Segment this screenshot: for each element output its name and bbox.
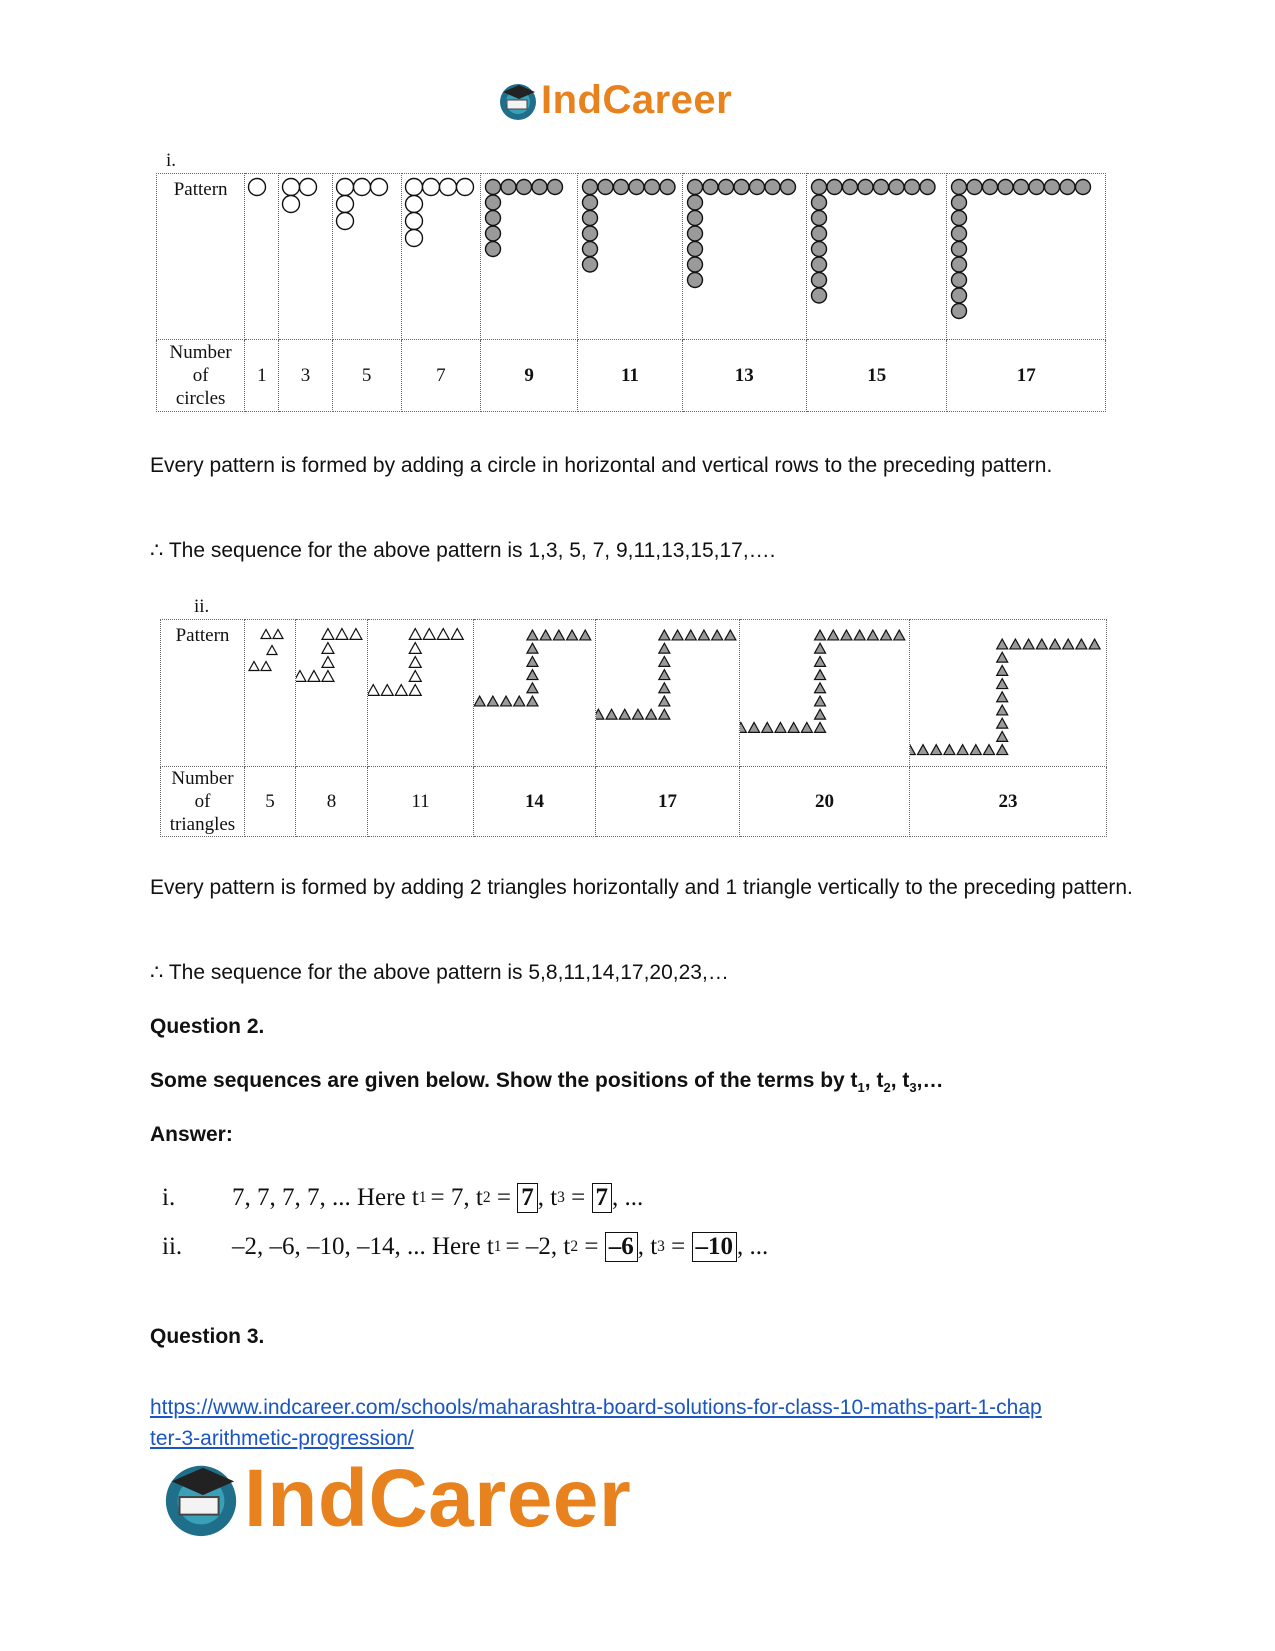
- triangle-mark: [261, 662, 271, 671]
- circle-mark: [456, 179, 473, 196]
- footer-logo-text: IndCareer: [244, 1453, 632, 1544]
- triangle-mark: [1050, 639, 1061, 649]
- triangle-mark: [815, 709, 826, 719]
- graduation-cap-globe-icon: [160, 1458, 242, 1540]
- circle-mark: [583, 211, 598, 226]
- triangle-mark: [322, 671, 334, 682]
- sequence1-statement: ∴ The sequence for the above pattern is 1,3, 5, 7, 9,11,13,15,17,….: [150, 539, 776, 562]
- answer-eq: =: [578, 1233, 605, 1260]
- circle-pattern-3: [279, 174, 332, 340]
- count-label-line: triangles: [169, 814, 236, 835]
- circle-mark: [1045, 180, 1060, 195]
- circle-pattern-11: [578, 174, 682, 340]
- circle-mark: [300, 179, 317, 196]
- triangle-mark: [619, 709, 630, 719]
- circle-mark: [983, 180, 998, 195]
- answer-tail: , ...: [612, 1184, 644, 1211]
- triangle-mark: [632, 709, 643, 719]
- graduation-cap-globe-icon: [497, 80, 539, 122]
- triangle-mark: [322, 657, 334, 668]
- answer-t1: = –2, t: [505, 1233, 571, 1260]
- circle-mark: [687, 242, 702, 257]
- triangle-pattern-14: [474, 620, 596, 767]
- circle-mark: [583, 226, 598, 241]
- count-row-header: [157, 340, 245, 412]
- circle-mark: [780, 180, 795, 195]
- circle-mark: [1029, 180, 1044, 195]
- circle-mark: [1060, 180, 1075, 195]
- circle-mark: [336, 179, 353, 196]
- triangle-mark: [659, 643, 670, 653]
- triangle-mark: [740, 722, 746, 732]
- circle-mark: [687, 180, 702, 195]
- triangle-count: 20: [740, 767, 910, 837]
- triangle-mark: [815, 696, 826, 706]
- triangle-mark: [527, 683, 538, 693]
- triangle-mark: [894, 630, 905, 640]
- answer-t3-pre: , t: [637, 1233, 658, 1260]
- answer-roman: i.: [162, 1184, 176, 1211]
- answer-row-i: i. 7, 7, 7, 7, ... Here t 1 = 7, t 2 = 7 , t 3 = 7 , ...: [162, 1184, 644, 1211]
- triangle-mark: [1036, 639, 1047, 649]
- source-link-line2[interactable]: ter-3-arithmetic-progression/: [150, 1427, 414, 1450]
- circle-mark: [687, 273, 702, 288]
- triangle-count: 5: [245, 767, 296, 837]
- triangle-mark: [527, 630, 538, 640]
- triangle-mark: [775, 722, 786, 732]
- circle-mark: [547, 180, 562, 195]
- pattern-row-header: Pattern: [161, 620, 245, 767]
- answer-box-t2: –6: [605, 1232, 638, 1262]
- circle-mark: [516, 180, 531, 195]
- triangle-mark: [474, 696, 485, 706]
- circle-mark: [645, 180, 660, 195]
- circle-mark: [1014, 180, 1029, 195]
- triangle-mark: [815, 643, 826, 653]
- triangle-mark: [527, 643, 538, 653]
- circle-pattern-15: [807, 174, 947, 340]
- circle-mark: [952, 226, 967, 241]
- triangle-mark: [659, 670, 670, 680]
- triangle-mark: [409, 685, 421, 696]
- footer-logo: [160, 1453, 632, 1544]
- question2-main: Some sequences are given below. Show the positions of the terms by t: [150, 1069, 858, 1092]
- triangle-pattern-11: [368, 620, 474, 767]
- triangle-mark: [918, 745, 929, 755]
- circle-mark: [749, 180, 764, 195]
- triangle-mark: [931, 745, 942, 755]
- circle-mark: [952, 242, 967, 257]
- answer-roman: ii.: [162, 1233, 183, 1260]
- circle-mark: [812, 226, 827, 241]
- pattern2-explanation: Every pattern is formed by adding 2 triangles horizontally and 1 triangle vertically to the preceding pattern.: [150, 876, 1133, 899]
- answer-t3-pre: , t: [537, 1184, 558, 1211]
- circle-mark: [283, 179, 300, 196]
- triangle-mark: [997, 692, 1008, 702]
- triangle-mark: [801, 722, 812, 732]
- answer-eq: =: [564, 1184, 592, 1211]
- circle-pattern-5: [332, 174, 401, 340]
- triangle-mark: [815, 630, 826, 640]
- triangle-mark: [815, 683, 826, 693]
- circle-mark: [812, 273, 827, 288]
- triangle-pattern-20: [740, 620, 910, 767]
- circle-pattern-13: [682, 174, 806, 340]
- circle-mark: [952, 180, 967, 195]
- circle-mark: [874, 180, 889, 195]
- count-label-line: Number: [169, 342, 232, 363]
- triangle-mark: [580, 630, 591, 640]
- triangle-mark: [368, 685, 379, 696]
- circle-mark: [812, 257, 827, 272]
- triangle-mark: [944, 745, 955, 755]
- circle-mark: [485, 226, 500, 241]
- triangle-mark: [997, 679, 1008, 689]
- circle-mark: [485, 195, 500, 210]
- question2-text: Some sequences are given below. Show the positions of the terms by $t_1$, $t_2$, $t_3,\dots$: [150, 1069, 944, 1096]
- triangle-mark: [997, 731, 1008, 741]
- triangle-mark: [970, 745, 981, 755]
- triangle-mark: [881, 630, 892, 640]
- answer-seq: –2, –6, –10, –14, ... Here t: [232, 1233, 494, 1260]
- triangle-mark: [437, 629, 449, 640]
- answer-box-t2: 7: [517, 1183, 538, 1213]
- triangle-count: 23: [910, 767, 1107, 837]
- triangle-mark: [997, 745, 1008, 755]
- pattern-row-header: Pattern: [157, 174, 245, 340]
- figure2-label: ii.: [194, 596, 210, 617]
- circle-mark: [920, 180, 935, 195]
- circle-pattern-7: [401, 174, 480, 340]
- circle-mark: [687, 257, 702, 272]
- triangle-count: 8: [296, 767, 368, 837]
- question2-tail: ,…: [916, 1069, 944, 1092]
- triangle-mark: [997, 665, 1008, 675]
- triangle-mark: [451, 629, 463, 640]
- circle-pattern-17: [947, 174, 1106, 340]
- circle-mark: [405, 179, 422, 196]
- triangle-mark: [567, 630, 578, 640]
- triangle-count: 14: [474, 767, 596, 837]
- subscript: 1: [857, 1080, 865, 1096]
- count-row-header: [161, 767, 245, 837]
- triangle-mark: [261, 630, 271, 639]
- triangle-mark: [815, 670, 826, 680]
- triangle-mark: [322, 629, 334, 640]
- sequence2-statement: ∴ The sequence for the above pattern is 5,8,11,14,17,20,23,…: [150, 961, 729, 984]
- count-label-line: circles: [175, 388, 226, 409]
- triangle-mark: [553, 630, 564, 640]
- triangle-mark: [828, 630, 839, 640]
- answer-row-ii: ii. –2, –6, –10, –14, ... Here t 1 = –2, t 2 = –6 , t 3 = –10 , ...: [162, 1233, 769, 1260]
- triangle-mark: [659, 696, 670, 706]
- triangle-mark: [336, 629, 348, 640]
- circle-mark: [485, 211, 500, 226]
- triangle-mark: [322, 643, 334, 654]
- circle-mark: [660, 180, 675, 195]
- triangle-mark: [409, 657, 421, 668]
- subscript: 2: [883, 1080, 891, 1096]
- circle-count: 5: [332, 340, 401, 412]
- triangle-mark: [514, 696, 525, 706]
- circle-pattern-9: [480, 174, 577, 340]
- figure1-label: i.: [166, 150, 177, 171]
- circle-mark: [583, 180, 598, 195]
- triangle-mark: [1063, 639, 1074, 649]
- triangle-mark: [997, 718, 1008, 728]
- triangle-pattern-23: [910, 620, 1107, 767]
- circle-mark: [812, 180, 827, 195]
- circle-count: 9: [480, 340, 577, 412]
- source-link-line1[interactable]: https://www.indcareer.com/schools/maharashtra-board-solutions-for-class-10-maths-part-1-chap: [150, 1396, 1042, 1419]
- triangle-mark: [672, 630, 683, 640]
- triangle-mark: [296, 671, 306, 682]
- circle-mark: [336, 196, 353, 213]
- triangle-mark: [1076, 639, 1087, 649]
- answer-eq: =: [664, 1233, 692, 1260]
- circle-pattern-table: [156, 173, 1106, 412]
- triangle-pattern-5: [245, 620, 296, 767]
- triangle-mark: [685, 630, 696, 640]
- circle-mark: [405, 230, 422, 247]
- triangle-mark: [540, 630, 551, 640]
- circle-mark: [598, 180, 613, 195]
- triangle-mark: [606, 709, 617, 719]
- count-label-line: of: [194, 791, 211, 812]
- circle-mark: [827, 180, 842, 195]
- triangle-mark: [501, 696, 512, 706]
- triangle-mark: [749, 722, 760, 732]
- circle-mark: [952, 195, 967, 210]
- circle-count: 7: [401, 340, 480, 412]
- triangle-mark: [1089, 639, 1100, 649]
- answer-box-t3: 7: [592, 1183, 613, 1213]
- triangle-mark: [997, 705, 1008, 715]
- circle-mark: [583, 257, 598, 272]
- circle-mark: [485, 180, 500, 195]
- circle-mark: [614, 180, 629, 195]
- triangle-mark: [815, 656, 826, 666]
- circle-mark: [952, 273, 967, 288]
- triangle-mark: [527, 670, 538, 680]
- circle-mark: [583, 195, 598, 210]
- circle-mark: [812, 242, 827, 257]
- triangle-mark: [841, 630, 852, 640]
- circle-mark: [353, 179, 370, 196]
- triangle-pattern-8: [296, 620, 368, 767]
- triangle-mark: [423, 629, 435, 640]
- triangle-mark: [596, 709, 604, 719]
- triangle-mark: [273, 630, 283, 639]
- triangle-mark: [527, 656, 538, 666]
- circle-mark: [501, 180, 516, 195]
- circle-mark: [998, 180, 1013, 195]
- count-label-line: Number: [171, 768, 234, 789]
- triangle-mark: [409, 629, 421, 640]
- triangle-mark: [910, 745, 915, 755]
- triangle-mark: [659, 630, 670, 640]
- triangle-pattern-17: [596, 620, 740, 767]
- subscript: 3: [909, 1080, 917, 1096]
- circle-mark: [583, 242, 598, 257]
- pattern1-explanation: Every pattern is formed by adding a circle in horizontal and vertical rows to the preceding pattern.: [150, 454, 1053, 477]
- triangle-pattern-table: [160, 619, 1107, 837]
- triangle-mark: [1023, 639, 1034, 649]
- triangle-mark: [409, 671, 421, 682]
- circle-count: 11: [578, 340, 682, 412]
- triangle-mark: [725, 630, 736, 640]
- circle-mark: [889, 180, 904, 195]
- triangle-mark: [997, 652, 1008, 662]
- circle-mark: [858, 180, 873, 195]
- circle-mark: [765, 180, 780, 195]
- circle-mark: [812, 288, 827, 303]
- answer-label: Answer:: [150, 1123, 233, 1146]
- circle-mark: [905, 180, 920, 195]
- triangle-mark: [381, 685, 393, 696]
- circle-mark: [687, 211, 702, 226]
- answer-t1: = 7, t: [430, 1184, 483, 1211]
- circle-mark: [812, 195, 827, 210]
- circle-mark: [812, 211, 827, 226]
- circle-mark: [843, 180, 858, 195]
- circle-count: 15: [807, 340, 947, 412]
- circle-mark: [439, 179, 456, 196]
- triangle-mark: [698, 630, 709, 640]
- triangle-mark: [249, 662, 259, 671]
- triangle-mark: [957, 745, 968, 755]
- triangle-mark: [815, 722, 826, 732]
- triangle-mark: [659, 656, 670, 666]
- triangle-mark: [527, 696, 538, 706]
- circle-mark: [422, 179, 439, 196]
- question3-title: Question 3.: [150, 1325, 265, 1348]
- count-label-line: of: [192, 365, 209, 386]
- triangle-count: 17: [596, 767, 740, 837]
- circle-mark: [405, 196, 422, 213]
- triangle-mark: [659, 683, 670, 693]
- circle-mark: [336, 213, 353, 230]
- triangle-mark: [308, 671, 320, 682]
- circle-mark: [687, 226, 702, 241]
- circle-mark: [485, 242, 500, 257]
- header-logo: [497, 78, 732, 123]
- circle-mark: [1076, 180, 1091, 195]
- triangle-mark: [712, 630, 723, 640]
- triangle-mark: [1010, 639, 1021, 649]
- triangle-mark: [350, 629, 362, 640]
- circle-mark: [952, 257, 967, 272]
- question2-title: Question 2.: [150, 1015, 265, 1038]
- circle-count: 1: [245, 340, 279, 412]
- answer-box-t3: –10: [692, 1232, 738, 1262]
- circle-mark: [734, 180, 749, 195]
- circle-mark: [405, 213, 422, 230]
- circle-mark: [283, 196, 300, 213]
- circle-mark: [952, 211, 967, 226]
- circle-mark: [249, 179, 266, 196]
- triangle-mark: [487, 696, 498, 706]
- circle-pattern-1: [245, 174, 279, 340]
- triangle-mark: [867, 630, 878, 640]
- circle-mark: [687, 195, 702, 210]
- triangle-mark: [267, 646, 277, 655]
- answer-seq: 7, 7, 7, 7, ... Here t: [232, 1184, 419, 1211]
- triangle-mark: [409, 643, 421, 654]
- triangle-mark: [854, 630, 865, 640]
- triangle-mark: [997, 639, 1008, 649]
- answer-eq: =: [490, 1184, 518, 1211]
- circle-count: 3: [279, 340, 332, 412]
- circle-count: 13: [682, 340, 806, 412]
- triangle-count: 11: [368, 767, 474, 837]
- triangle-mark: [646, 709, 657, 719]
- triangle-mark: [659, 709, 670, 719]
- triangle-mark: [984, 745, 995, 755]
- circle-count: 17: [947, 340, 1106, 412]
- circle-mark: [703, 180, 718, 195]
- circle-mark: [718, 180, 733, 195]
- circle-mark: [952, 288, 967, 303]
- triangle-mark: [762, 722, 773, 732]
- triangle-mark: [395, 685, 407, 696]
- circle-mark: [629, 180, 644, 195]
- circle-mark: [370, 179, 387, 196]
- circle-mark: [952, 304, 967, 319]
- answer-tail: , ...: [737, 1233, 769, 1260]
- circle-mark: [967, 180, 982, 195]
- circle-mark: [532, 180, 547, 195]
- triangle-mark: [788, 722, 799, 732]
- source-link[interactable]: [150, 1392, 1140, 1454]
- header-logo-text: IndCareer: [541, 78, 733, 122]
